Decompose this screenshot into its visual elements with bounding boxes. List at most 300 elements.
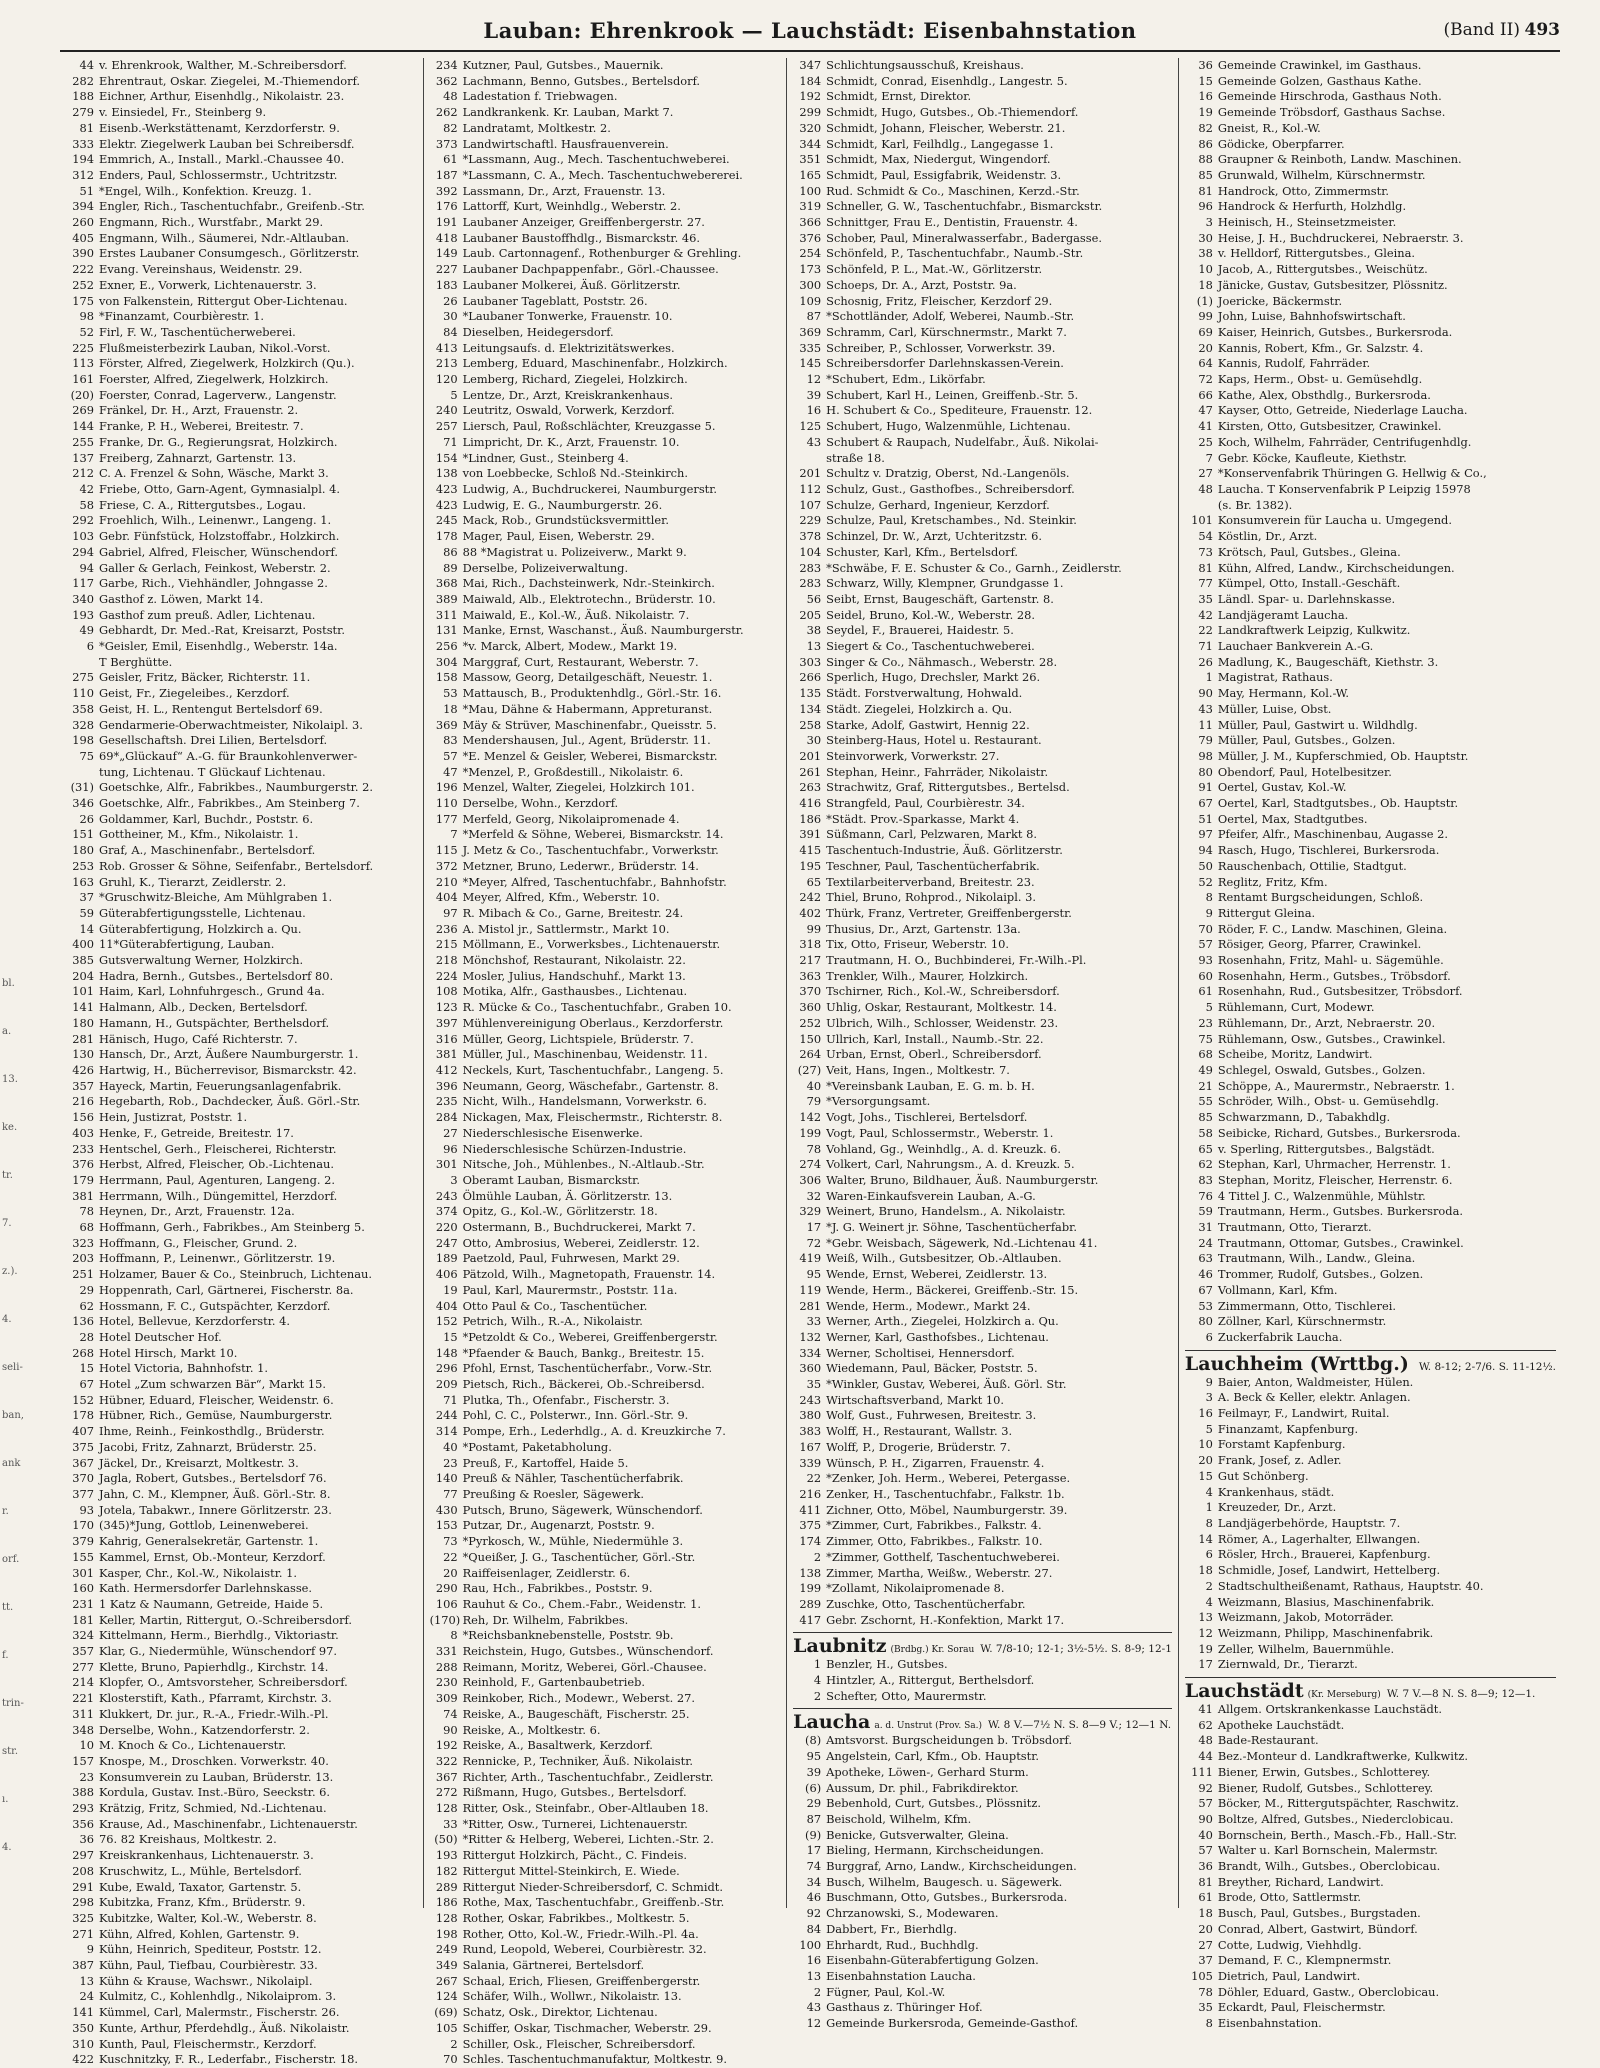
subscriber-text: Engmann, Wilh., Säumerei, Ndr.-Altlauban. <box>99 230 350 245</box>
subscriber-text: Massow, Georg, Detailgeschäft, Neuestr. 1. <box>462 670 713 685</box>
phone-number: 333 <box>72 136 94 151</box>
phone-number: 290 <box>435 1581 458 1596</box>
subscriber-text: Müller, J. M., Kupferschmied, Ob. Hauptstr. <box>1217 748 1469 763</box>
directory-entry <box>793 1906 1172 1922</box>
subscriber-text: Klopfer, O., Amtsvorsteher, Schreibersdorf. <box>99 1675 348 1690</box>
phone-number <box>793 451 826 467</box>
phone-number: 128 <box>435 1910 458 1925</box>
subscriber-text: *Mau, Dähne & Habermann, Appreturanst. <box>462 701 713 716</box>
directory-entry <box>1185 1469 1556 1485</box>
phone-number: 264 <box>799 1047 822 1062</box>
phone-number: 23 <box>443 1455 458 1470</box>
phone-number: 76 <box>1198 1188 1213 1203</box>
directory-entry <box>430 1927 781 1943</box>
directory-entry <box>793 1749 1172 1765</box>
subscriber-text: Preußing & Roesler, Sägewerk. <box>462 1486 644 1501</box>
subscriber-text: Lachmann, Benno, Gutsbes., Bertelsdorf. <box>462 73 701 88</box>
phone-number: 89 <box>443 560 458 575</box>
phone-number: 65 <box>806 874 822 889</box>
phone-number: 3 <box>1205 1390 1213 1405</box>
subscriber-text: M. Knoch & Co., Lichtenauerstr. <box>99 1738 287 1753</box>
directory-entry <box>430 1000 781 1016</box>
phone-number: 176 <box>435 199 458 214</box>
phone-number: 191 <box>435 215 458 230</box>
phone-number: 107 <box>799 497 822 512</box>
directory-entry <box>430 1660 781 1676</box>
subscriber-text: Mattausch, B., Produktenhdlg., Görl.-Str. 16. <box>462 686 722 701</box>
phone-number: 14 <box>1198 1531 1213 1546</box>
subscriber-text: Biener, Erwin, Gutsbes., Schlotterey. <box>1217 1764 1431 1779</box>
subscriber-text: Müller, Luise, Obst. <box>1217 701 1332 716</box>
phone-number: 8 <box>450 1628 458 1643</box>
subscriber-text: Hotel, Bellevue, Kerzdorferstr. 4. <box>99 1314 290 1329</box>
directory-entry <box>793 1330 1172 1346</box>
subscriber-text: Thusius, Dr., Arzt, Gartenstr. 13a. <box>826 921 1021 936</box>
subscriber-text: *Reichsbanknebenstelle, Poststr. 9b. <box>462 1628 674 1643</box>
phone-number: 381 <box>435 1047 458 1062</box>
phone-number: 12 <box>806 372 822 387</box>
subscriber-text: Gemeinde Tröbsdorf, Gasthaus Sachse. <box>1217 105 1446 120</box>
subscriber-text: Motika, Alfr., Gasthausbes., Lichtenau. <box>462 984 688 999</box>
phone-number: 378 <box>799 529 822 544</box>
directory-entry <box>1185 1094 1556 1110</box>
phone-number: 282 <box>72 73 94 88</box>
phone-number: 297 <box>72 1848 94 1863</box>
subscriber-text: Trommer, Rudolf, Gutsbes., Golzen. <box>1217 1267 1424 1282</box>
phone-number: 372 <box>435 858 458 873</box>
phone-number: 79 <box>806 1094 822 1109</box>
directory-entry <box>1185 765 1556 781</box>
phone-number: 62 <box>79 1298 94 1313</box>
directory-entry <box>1185 639 1556 655</box>
subscriber-text: *Geisler, Emil, Eisenhdlg., Weberstr. 14a. <box>99 639 338 654</box>
subscriber-text: Gutsverwaltung Werner, Holzkirch. <box>99 953 304 968</box>
phone-number: 419 <box>799 1251 822 1266</box>
subscriber-text: Werner, Arth., Ziegelei, Holzkirch a. Qu. <box>826 1314 1059 1329</box>
directory-entry <box>66 1707 417 1723</box>
subscriber-text: Aussum, Dr. phil., Fabrikdirektor. <box>826 1780 1019 1795</box>
phone-number: 213 <box>435 356 458 371</box>
directory-entry <box>430 419 781 435</box>
phone-number: 258 <box>799 717 822 732</box>
directory-entry <box>66 1330 417 1346</box>
subscriber-text: Derselbe, Wohn., Kerzdorf. <box>462 796 619 811</box>
subscriber-text: Zichner, Otto, Möbel, Naumburgerstr. 39. <box>826 1502 1068 1517</box>
directory-entry <box>66 608 417 624</box>
subscriber-text: Hansch, Dr., Arzt, Äußere Naumburgerstr. 1. <box>99 1047 359 1062</box>
directory-entry <box>1185 1938 1556 1954</box>
phone-number: 21 <box>1198 1078 1213 1093</box>
directory-entry <box>66 655 417 671</box>
phone-number: 58 <box>1198 1125 1213 1140</box>
phone-number: 263 <box>799 780 822 795</box>
subscriber-text: Plutka, Th., Ofenfabr., Fischerstr. 3. <box>462 1392 670 1407</box>
phone-number: 77 <box>1198 576 1213 591</box>
subscriber-text: Eckardt, Paul, Fleischermstr. <box>1217 2000 1386 2015</box>
directory-entry <box>793 1047 1172 1063</box>
phone-number: 292 <box>72 513 94 528</box>
directory-entry <box>430 1094 781 1110</box>
directory-entry <box>1185 325 1556 341</box>
directory-entry <box>430 1393 781 1409</box>
directory-entry <box>1185 702 1556 718</box>
subscriber-text: Schles. Taschentuchmanufaktur, Moltkestr. 9. <box>462 2052 727 2067</box>
directory-entry <box>430 1723 781 1739</box>
directory-entry <box>793 403 1172 419</box>
phone-number: 59 <box>1198 1204 1213 1219</box>
phone-number: 149 <box>435 246 458 261</box>
subscriber-text: *Engel, Wilh., Konfektion. Kreuzg. 1. <box>99 183 312 198</box>
subscriber-text: Rühlemann, Curt, Modewr. <box>1217 1000 1375 1015</box>
directory-entry <box>793 780 1172 796</box>
phone-number: 7 <box>450 827 458 842</box>
phone-number: 192 <box>435 1738 458 1753</box>
phone-number <box>1185 498 1218 514</box>
directory-entry <box>66 827 417 843</box>
subscriber-text: Schmidle, Josef, Landwirt, Hettelberg. <box>1217 1563 1441 1578</box>
directory-entry <box>1185 1532 1556 1548</box>
directory-entry <box>66 168 417 184</box>
directory-entry <box>1185 1390 1556 1406</box>
phone-number: 138 <box>435 466 458 481</box>
phone-number: 22 <box>443 1549 458 1564</box>
directory-entry <box>1185 1406 1556 1422</box>
subscriber-text: Reinhold, F., Gartenbaubetrieb. <box>462 1675 645 1690</box>
subscriber-text: Kühn, Alfred, Kohlen, Gartenstr. 9. <box>99 1926 300 1941</box>
directory-entry <box>793 922 1172 938</box>
directory-entry <box>66 1204 417 1220</box>
directory-entry <box>66 1832 417 1848</box>
directory-entry <box>66 1644 417 1660</box>
directory-entry <box>793 246 1172 262</box>
subscriber-text: Rud. Schmidt & Co., Maschinen, Kerzd.-Str. <box>826 183 1080 198</box>
subscriber-text: *Petzoldt & Co., Weberei, Greiffenbergerstr. <box>462 1329 718 1344</box>
service-hours: W. 8-12; 2-7/6. S. 11-12½. <box>1418 1360 1556 1373</box>
subscriber-text: Städt. Forstverwaltung, Hohwald. <box>826 686 1023 701</box>
subscriber-text: Geisler, Fritz, Bäcker, Richterstr. 11. <box>99 670 311 685</box>
directory-entry <box>1185 576 1556 592</box>
subscriber-text: Konsumverein zu Lauban, Brüderstr. 13. <box>99 1769 334 1784</box>
directory-entry <box>66 1723 417 1739</box>
directory-entry <box>430 1126 781 1142</box>
phone-number: 368 <box>435 576 458 591</box>
directory-entry <box>1185 199 1556 215</box>
subscriber-text: Kruschwitz, L., Mühle, Bertelsdorf. <box>99 1863 302 1878</box>
directory-entry <box>430 1110 781 1126</box>
phone-number: 82 <box>443 120 458 135</box>
subscriber-text: Römer, A., Lagerhalter, Ellwangen. <box>1217 1531 1421 1546</box>
directory-entry <box>793 74 1172 90</box>
phone-number: 167 <box>799 1439 822 1454</box>
phone-number: 22 <box>806 1471 822 1486</box>
directory-entry <box>66 576 417 592</box>
directory-entry <box>793 1471 1172 1487</box>
subscriber-text: Schneller, G. W., Taschentuchfabr., Bismarckstr. <box>826 199 1103 214</box>
directory-entry <box>66 1267 417 1283</box>
phone-number: 49 <box>1198 1063 1213 1077</box>
subscriber-text: Hayeck, Martin, Feuerungsanlagenfabrik. <box>99 1078 342 1093</box>
subscriber-text: Gruhl, K., Tierarzt, Zeidlerstr. 2. <box>99 874 287 889</box>
subscriber-text: Hübner, Eduard, Fleischer, Weidenstr. 6. <box>99 1392 334 1407</box>
directory-entry <box>66 513 417 529</box>
phone-number: 362 <box>435 73 458 88</box>
directory-entry <box>1185 1000 1556 1016</box>
phone-number: 140 <box>435 1471 458 1486</box>
phone-number: 30 <box>806 733 822 748</box>
margin-fragment: trin- <box>2 1698 24 1709</box>
subscriber-text: *Schubert, Edm., Likörfabr. <box>826 372 986 387</box>
subscriber-text: Elektr. Ziegelwerk Lauban bei Schreibersdf. <box>99 136 355 151</box>
margin-fragment: str. <box>2 1746 19 1757</box>
directory-entry <box>1185 1859 1556 1875</box>
phone-number: 72 <box>1198 372 1213 387</box>
phone-number: 195 <box>799 858 822 873</box>
phone-number: 72 <box>806 1235 822 1250</box>
phone-number: 5 <box>450 387 458 402</box>
phone-number: 220 <box>435 1220 458 1235</box>
directory-entry <box>430 1456 781 1472</box>
directory-entry <box>430 623 781 639</box>
directory-entry <box>66 953 417 969</box>
phone-number: 360 <box>799 1361 822 1376</box>
phone-number: 109 <box>799 293 822 308</box>
phone-number: 73 <box>1198 544 1213 559</box>
subscriber-text: Kubitzke, Walter, Kol.-W., Weberstr. 8. <box>99 1910 317 1925</box>
phone-number: 283 <box>799 560 822 575</box>
phone-number: 48 <box>1198 481 1213 496</box>
phone-number: 131 <box>435 623 458 638</box>
subscriber-text: Schmidt, Max, Niedergut, Wingendorf. <box>826 152 1051 167</box>
subscriber-text: Landjägeramt Laucha. <box>1217 607 1349 622</box>
directory-entry <box>430 2052 781 2068</box>
phone-number: 58 <box>79 497 94 512</box>
directory-entry <box>793 1597 1172 1613</box>
phone-number: (20) <box>70 387 94 402</box>
subscriber-text: Lemberg, Eduard, Maschinenfabr., Holzkirch. <box>462 356 728 371</box>
directory-entry <box>66 1691 417 1707</box>
subscriber-text: Müller, Paul, Gastwirt u. Wildhdlg. <box>1217 717 1418 732</box>
directory-entry <box>793 58 1172 74</box>
phone-number: 240 <box>435 403 458 418</box>
subscriber-text: Rosenhahn, Herm., Gutsbes., Tröbsdorf. <box>1217 968 1451 983</box>
subscriber-text: Hossmann, F. C., Gutspächter, Kerzdorf. <box>99 1298 331 1313</box>
subscriber-text: Kutzner, Paul, Gutsbes., Mauernik. <box>462 58 664 72</box>
directory-entry <box>1185 1032 1556 1048</box>
subscriber-text: Rosenhahn, Rud., Gutsbesitzer, Tröbsdorf. <box>1217 984 1463 999</box>
margin-fragment: ank <box>2 1458 21 1469</box>
subscriber-text: Scheibe, Moritz, Landwirt. <box>1217 1047 1373 1062</box>
subscriber-text: John, Luise, Bahnhofswirtschaft. <box>1217 309 1406 324</box>
directory-entry <box>793 466 1172 482</box>
subscriber-text: Trautmann, Ottomar, Gutsbes., Crawinkel. <box>1217 1235 1464 1250</box>
subscriber-text: Hartwig, H., Bücherrevisor, Bismarckstr. 42. <box>99 1063 357 1077</box>
subscriber-text: Möllmann, E., Vorwerksbes., Lichtenauerstr. <box>462 937 721 952</box>
phone-number: 94 <box>1198 843 1213 858</box>
subscriber-text: Urban, Ernst, Oberl., Schreibersdorf. <box>826 1047 1042 1062</box>
subscriber-text: Lauchaer Bankverein A.-G. <box>1217 639 1374 654</box>
directory-entry <box>430 294 781 310</box>
subscriber-text: Knospe, M., Droschken. Vorwerkstr. 40. <box>99 1753 329 1768</box>
subscriber-text: Reichstein, Hugo, Gutsbes., Wünschendorf. <box>462 1644 714 1659</box>
subscriber-text: Güterabfertigungsstelle, Lichtenau. <box>99 905 306 920</box>
directory-entry <box>66 545 417 561</box>
directory-entry <box>66 372 417 388</box>
subscriber-text: Laub. Cartonnagenf., Rothenburger & Grehling. <box>462 246 742 261</box>
phone-number: 216 <box>799 1486 822 1501</box>
subscriber-text: Ölmühle Lauban, Ä. Görlitzerstr. 13. <box>462 1188 673 1203</box>
subscriber-text: *Gebr. Weisbach, Sägewerk, Nd.-Lichtenau 41. <box>826 1235 1098 1250</box>
directory-entry <box>430 1204 781 1220</box>
phone-number: 57 <box>443 748 458 763</box>
directory-entry <box>793 1657 1172 1673</box>
place-district: (Brdbg.) Kr. Sorau <box>890 1645 975 1656</box>
margin-fragment: tr. <box>2 1170 13 1181</box>
directory-entry <box>793 1890 1172 1906</box>
subscriber-text: Wolff, H., Restaurant, Wallstr. 3. <box>826 1424 1013 1439</box>
phone-number: 256 <box>435 639 458 654</box>
subscriber-text: Landjägerbehörde, Hauptstr. 7. <box>1217 1515 1401 1530</box>
subscriber-text: Trenkler, Wilh., Maurer, Holzkirch. <box>826 968 1029 983</box>
subscriber-text: Goldammer, Karl, Buchdr., Poststr. 6. <box>99 811 314 826</box>
subscriber-text: Herrmann, Paul, Agenturen, Langeng. 2. <box>99 1172 335 1187</box>
directory-entry <box>1185 1547 1556 1563</box>
subscriber-text: Reh, Dr. Wilhelm, Fabrikbes. <box>462 1612 629 1627</box>
phone-number: 50 <box>1198 858 1213 873</box>
subscriber-text: Wolf, Gust., Fuhrwesen, Breitestr. 3. <box>826 1408 1037 1423</box>
phone-number: 83 <box>443 733 458 748</box>
directory-entry <box>66 1189 417 1205</box>
directory-entry <box>1185 1126 1556 1142</box>
directory-entry <box>793 1299 1172 1315</box>
phone-number: 108 <box>435 984 458 999</box>
subscriber-text: Zenker, H., Taschentuchfabr., Falkstr. 1b. <box>826 1486 1065 1501</box>
directory-entry <box>430 1770 781 1786</box>
directory-entry <box>1185 1236 1556 1252</box>
subscriber-text: Rennicke, P., Techniker, Äuß. Nikolaistr. <box>462 1753 694 1768</box>
page-header <box>60 18 1560 52</box>
subscriber-text: Gut Schönberg. <box>1217 1468 1309 1483</box>
directory-entry <box>1185 1953 1556 1969</box>
phone-number: (31) <box>70 780 94 795</box>
subscriber-text: A. Beck & Keller, elektr. Anlagen. <box>1217 1390 1411 1405</box>
subscriber-text: Gasthof z. Löwen, Markt 14. <box>99 591 264 606</box>
subscriber-text: Strachwitz, Graf, Rittergutsbes., Bertelsd. <box>826 780 1070 795</box>
subscriber-text: Hadra, Bernh., Gutsbes., Bertelsdorf 80. <box>99 968 334 983</box>
phone-number: 319 <box>799 199 822 214</box>
subscriber-text: Nitsche, Joh., Mühlenbes., N.-Altlaub.-Str. <box>462 1157 705 1172</box>
phone-number: 33 <box>443 1816 458 1831</box>
directory-entry <box>793 1503 1172 1519</box>
phone-number: 394 <box>72 199 94 214</box>
phone-number: 97 <box>443 905 458 920</box>
subscriber-text: Laubaner Baustoffhdlg., Bismarckstr. 46. <box>462 230 700 245</box>
subscriber-text: v. Ehrenkrook, Walther, M.-Schreibersdorf. <box>99 58 347 72</box>
subscriber-text: Müller, Georg, Lichtspiele, Brüderstr. 7. <box>462 1031 694 1046</box>
directory-entry <box>1185 875 1556 891</box>
subscriber-text: Metzner, Bruno, Lederwr., Brüderstr. 14. <box>462 858 699 873</box>
phone-number: 358 <box>72 701 94 716</box>
phone-number: 80 <box>1198 1314 1213 1329</box>
phone-number: 13 <box>806 1968 822 1983</box>
directory-entry <box>430 1707 781 1723</box>
directory-entry <box>66 89 417 105</box>
directory-entry <box>793 1079 1172 1095</box>
phone-number: 375 <box>72 1439 94 1454</box>
phone-number: 96 <box>1198 199 1213 214</box>
phone-number: 80 <box>1198 764 1213 779</box>
phone-number: 77 <box>443 1486 458 1501</box>
subscriber-text: Walter, Bruno, Bildhauer, Äuß. Naumburgerstr. <box>826 1172 1099 1187</box>
phone-number: 416 <box>799 796 822 811</box>
directory-entry <box>793 1581 1172 1597</box>
phone-number: 244 <box>435 1408 458 1423</box>
subscriber-text: Geist, H. L., Rentengut Bertelsdorf 69. <box>99 701 323 716</box>
subscriber-text: Gasthaus z. Thüringer Hof. <box>826 2000 983 2015</box>
subscriber-text: Rund, Leopold, Weberei, Courbièrestr. 32. <box>462 1942 707 1957</box>
subscriber-text: Schwarz, Willy, Klempner, Grundgasse 1. <box>826 576 1064 591</box>
phone-number: 125 <box>799 419 822 434</box>
subscriber-text: Chrzanowski, S., Modewaren. <box>826 1906 999 1921</box>
phone-number: 94 <box>79 560 94 575</box>
directory-entry <box>430 1079 781 1095</box>
directory-entry <box>793 168 1172 184</box>
phone-number: 99 <box>806 921 822 936</box>
subscriber-text: Goetschke, Alfr., Fabrikbes., Naumburgerstr. 2. <box>99 780 373 795</box>
subscriber-text: Schubert, Karl H., Leinen, Greiffenb.-Str. 5. <box>826 387 1079 402</box>
directory-entry <box>430 278 781 294</box>
directory-entry <box>430 121 781 137</box>
directory-entry <box>66 74 417 90</box>
subscriber-text: *Meyer, Alfred, Taschentuchfabr., Bahnhofstr. <box>462 874 727 889</box>
subscriber-text: Heise, J. H., Buchdruckerei, Nebraerstr. 3. <box>1217 230 1464 245</box>
phone-number: 155 <box>72 1549 94 1564</box>
phone-number: 134 <box>799 701 822 716</box>
directory-entry <box>66 1456 417 1472</box>
subscriber-text: v. Sperling, Rittergutsbes., Balgstädt. <box>1217 1141 1435 1156</box>
directory-entry <box>66 529 417 545</box>
subscriber-text: Kaps, Herm., Obst- u. Gemüsehdlg. <box>1217 372 1423 387</box>
directory-entry <box>66 1440 417 1456</box>
phone-number: 234 <box>435 58 458 72</box>
directory-entry <box>1185 1985 1556 2001</box>
phone-number: 303 <box>799 654 822 669</box>
phone-number: 96 <box>443 1141 458 1156</box>
service-hours: W. 7 V.—8 N. S. 8—9; 12—1. <box>1386 1688 1536 1701</box>
directory-entry <box>793 1969 1172 1985</box>
phone-number: 36 <box>1198 1859 1213 1874</box>
subscriber-text: Güterabfertigung, Holzkirch a. Qu. <box>99 921 302 936</box>
subscriber-text: Hotel Victoria, Bahnhofstr. 1. <box>99 1361 268 1376</box>
subscriber-text: Gemeinde Hirschroda, Gasthaus Noth. <box>1217 89 1442 104</box>
subscriber-text: Gemeinde Crawinkel, im Gasthaus. <box>1217 58 1422 72</box>
directory-entry <box>793 2000 1172 2016</box>
phone-number: 99 <box>1198 309 1213 324</box>
subscriber-text: Friese, C. A., Rittergutsbes., Logau. <box>99 497 307 512</box>
directory-entry <box>793 435 1172 451</box>
directory-entry <box>793 1828 1172 1844</box>
subscriber-text: Mäy & Strüver, Maschinenfabr., Queisstr. 5. <box>462 717 717 732</box>
directory-entry <box>430 1142 781 1158</box>
phone-number: 301 <box>72 1565 94 1580</box>
margin-fragment: 4. <box>2 1314 12 1325</box>
subscriber-text: Lattorff, Kurt, Weinhdlg., Weberstr. 2. <box>462 199 681 214</box>
directory-entry <box>793 356 1172 372</box>
phone-number: 110 <box>72 686 94 701</box>
phone-number: 35 <box>1198 2000 1213 2015</box>
directory-entry <box>793 215 1172 231</box>
phone-number: 11 <box>1198 717 1213 732</box>
directory-entry <box>66 231 417 247</box>
